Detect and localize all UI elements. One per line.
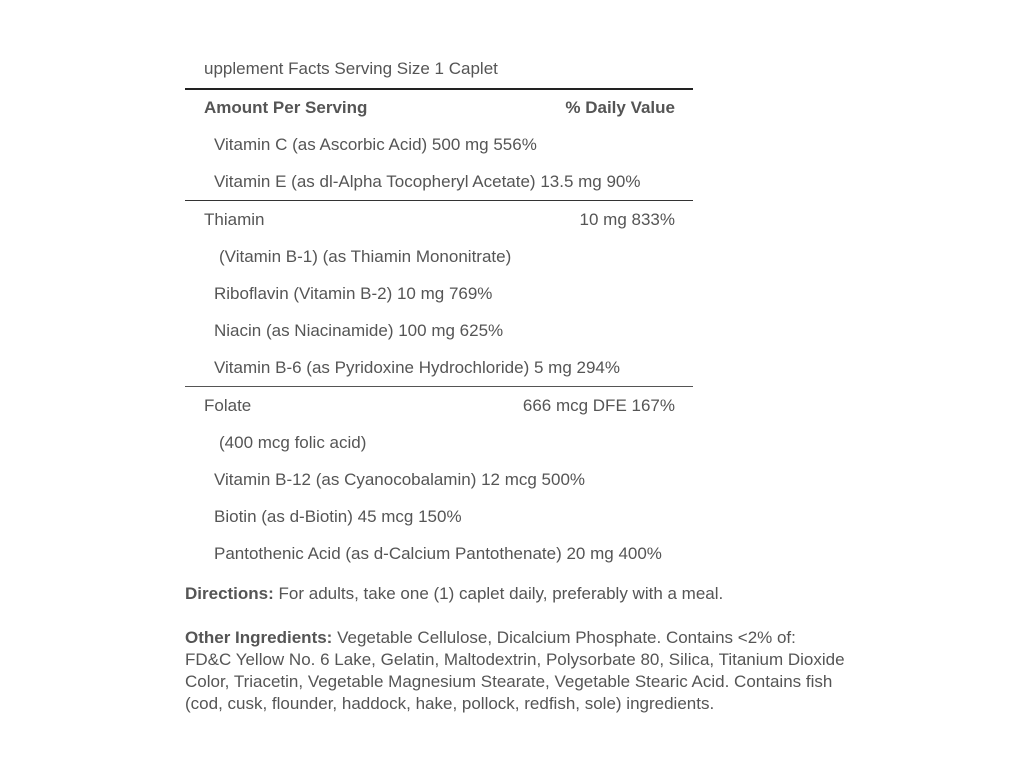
nutrient-row: [185, 126, 693, 163]
nutrient-row: [185, 275, 693, 312]
nutrient-value: 666 mcg DFE 167%: [522, 396, 675, 415]
facts-header-row: [185, 90, 693, 126]
nutrient-text: Thiamin: [204, 210, 265, 229]
nutrient-text: Pantothenic Acid (as d-Calcium Pantothenate) 20 mg 400%: [214, 544, 662, 563]
supplement-facts-panel: [185, 54, 693, 572]
nutrient-text: Biotin (as d-Biotin) 45 mcg 150%: [214, 507, 462, 526]
nutrient-text: (Vitamin B-1) (as Thiamin Mononitrate): [219, 247, 512, 266]
nutrient-text: (400 mcg folic acid): [219, 433, 367, 452]
nutrient-row: [185, 535, 693, 572]
directions-paragraph: [185, 583, 865, 605]
nutrient-text: Folate: [204, 396, 252, 415]
other-ingredients-text: Vegetable Cellulose, Dicalcium Phosphate. Contains <2% of: FD&C Yellow No. 6 Lake, Gelatin, Maltodextrin, Polysorbate 80, Silica, Titanium Dioxide Color, Triacetin, Vegetable Magnesium Stearate, Vegetable Stearic Acid. Contains fish (cod, cusk, flounder, haddock, hake, pollock, redfish, sole) ingredients.: [185, 628, 845, 713]
nutrient-text: Vitamin E (as dl-Alpha Tocopheryl Acetate) 13.5 mg 90%: [214, 172, 641, 191]
nutrient-row: [185, 312, 693, 349]
amount-per-serving-label: Amount Per Serving: [204, 98, 368, 117]
directions-label: Directions:: [185, 584, 274, 603]
nutrient-row: [185, 461, 693, 498]
nutrient-text: Riboflavin (Vitamin B-2) 10 mg 769%: [214, 284, 493, 303]
other-ingredients-label: Other Ingredients:: [185, 628, 333, 647]
nutrient-text: Vitamin B-12 (as Cyanocobalamin) 12 mcg 500%: [214, 470, 586, 489]
nutrient-text: Niacin (as Niacinamide) 100 mg 625%: [214, 321, 504, 340]
nutrient-value: 10 mg 833%: [579, 210, 675, 229]
directions-text: For adults, take one (1) caplet daily, preferably with a meal.: [273, 584, 724, 603]
nutrient-text: Vitamin B-6 (as Pyridoxine Hydrochloride) 5 mg 294%: [214, 358, 620, 377]
nutrient-row: [185, 200, 693, 238]
nutrient-row: [185, 424, 693, 461]
nutrient-row: [185, 238, 693, 275]
nutrient-row: [185, 349, 693, 386]
nutrient-row: [185, 163, 693, 200]
other-ingredients-paragraph: [185, 627, 845, 715]
facts-title: upplement Facts Serving Size 1 Caplet: [185, 54, 693, 90]
nutrient-text: Vitamin C (as Ascorbic Acid) 500 mg 556%: [214, 135, 537, 154]
nutrient-row: [185, 498, 693, 535]
nutrient-row: [185, 386, 693, 424]
daily-value-label: % Daily Value: [565, 98, 675, 117]
